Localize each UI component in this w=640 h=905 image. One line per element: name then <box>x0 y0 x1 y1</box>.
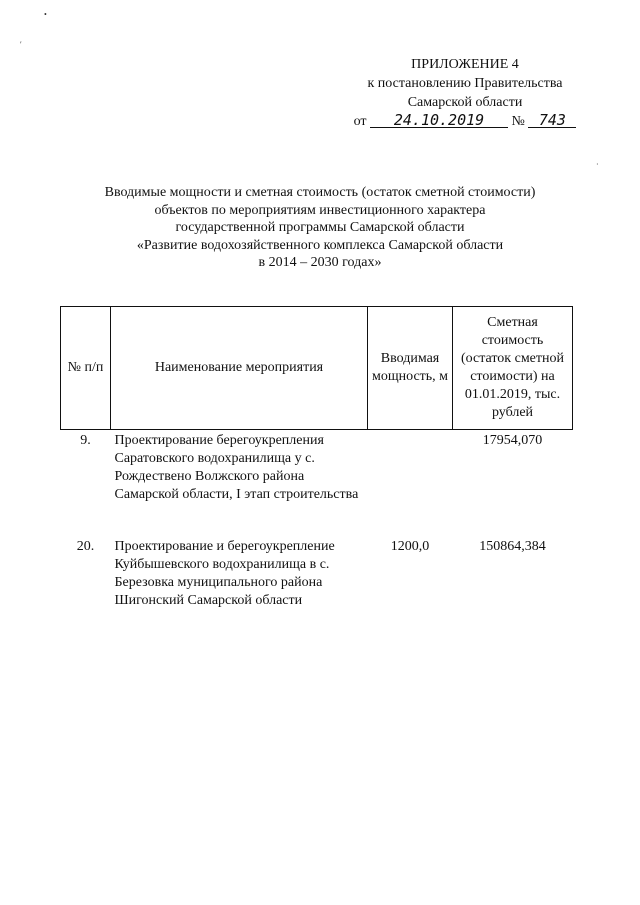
scan-edge-mark: · <box>596 160 599 169</box>
number-prefix: № <box>511 114 525 129</box>
date-prefix: от <box>353 114 367 129</box>
header-name: Наименование мероприятия <box>111 307 368 430</box>
title-line: в 2014 – 2030 годах» <box>258 255 382 270</box>
handwritten-number: 743 <box>528 113 576 128</box>
appendix-line-resolution: к постановлению Правительства <box>367 76 563 91</box>
appendix-date-number <box>330 112 600 131</box>
appendix-header <box>330 55 600 131</box>
title-line: «Развитие водохозяйственного комплекса Самарской области <box>136 237 504 253</box>
table-row <box>61 536 573 610</box>
row-name: Проектирование берегоукрепления Саратовского водохранилища у с. Рождествено Волжского района Самарской области, I этап строительства <box>114 433 359 502</box>
row-capacity <box>368 430 453 537</box>
header-capacity: Вводимая мощность, м <box>368 307 453 430</box>
row-cost: 17954,070 <box>482 433 543 448</box>
title-line: объектов по мероприятиям инвестиционного характера <box>154 202 486 218</box>
title-line: Вводимые мощности и сметная стоимость (остаток сметной стоимости) <box>104 185 536 200</box>
row-capacity: 1200,0 <box>390 539 430 554</box>
document-title <box>80 184 560 272</box>
header-num: № п/п <box>61 307 111 430</box>
appendix-line-region: Самарской области <box>407 95 523 110</box>
row-num: 9. <box>80 433 91 448</box>
title-line: государственной программы Самарской области <box>175 220 465 235</box>
header-cost: Сметная стоимость (остаток сметной стоимости) на 01.01.2019, тыс. рублей <box>453 307 573 430</box>
handwritten-date: 24.10.2019 <box>370 113 508 128</box>
scan-dot-mark: • <box>44 10 47 19</box>
row-name: Проектирование и берегоукрепление Куйбышевского водохранилища в с. Березовка муниципального района Шигонский Самарской области <box>114 539 335 608</box>
row-cost: 150864,384 <box>479 539 546 554</box>
projects-table <box>60 306 573 610</box>
row-num: 20. <box>76 539 95 554</box>
scan-tick-mark: ′ <box>20 40 22 49</box>
table-header-row <box>61 307 573 430</box>
appendix-title: ПРИЛОЖЕНИЕ 4 <box>411 57 519 72</box>
table-row <box>61 430 573 537</box>
